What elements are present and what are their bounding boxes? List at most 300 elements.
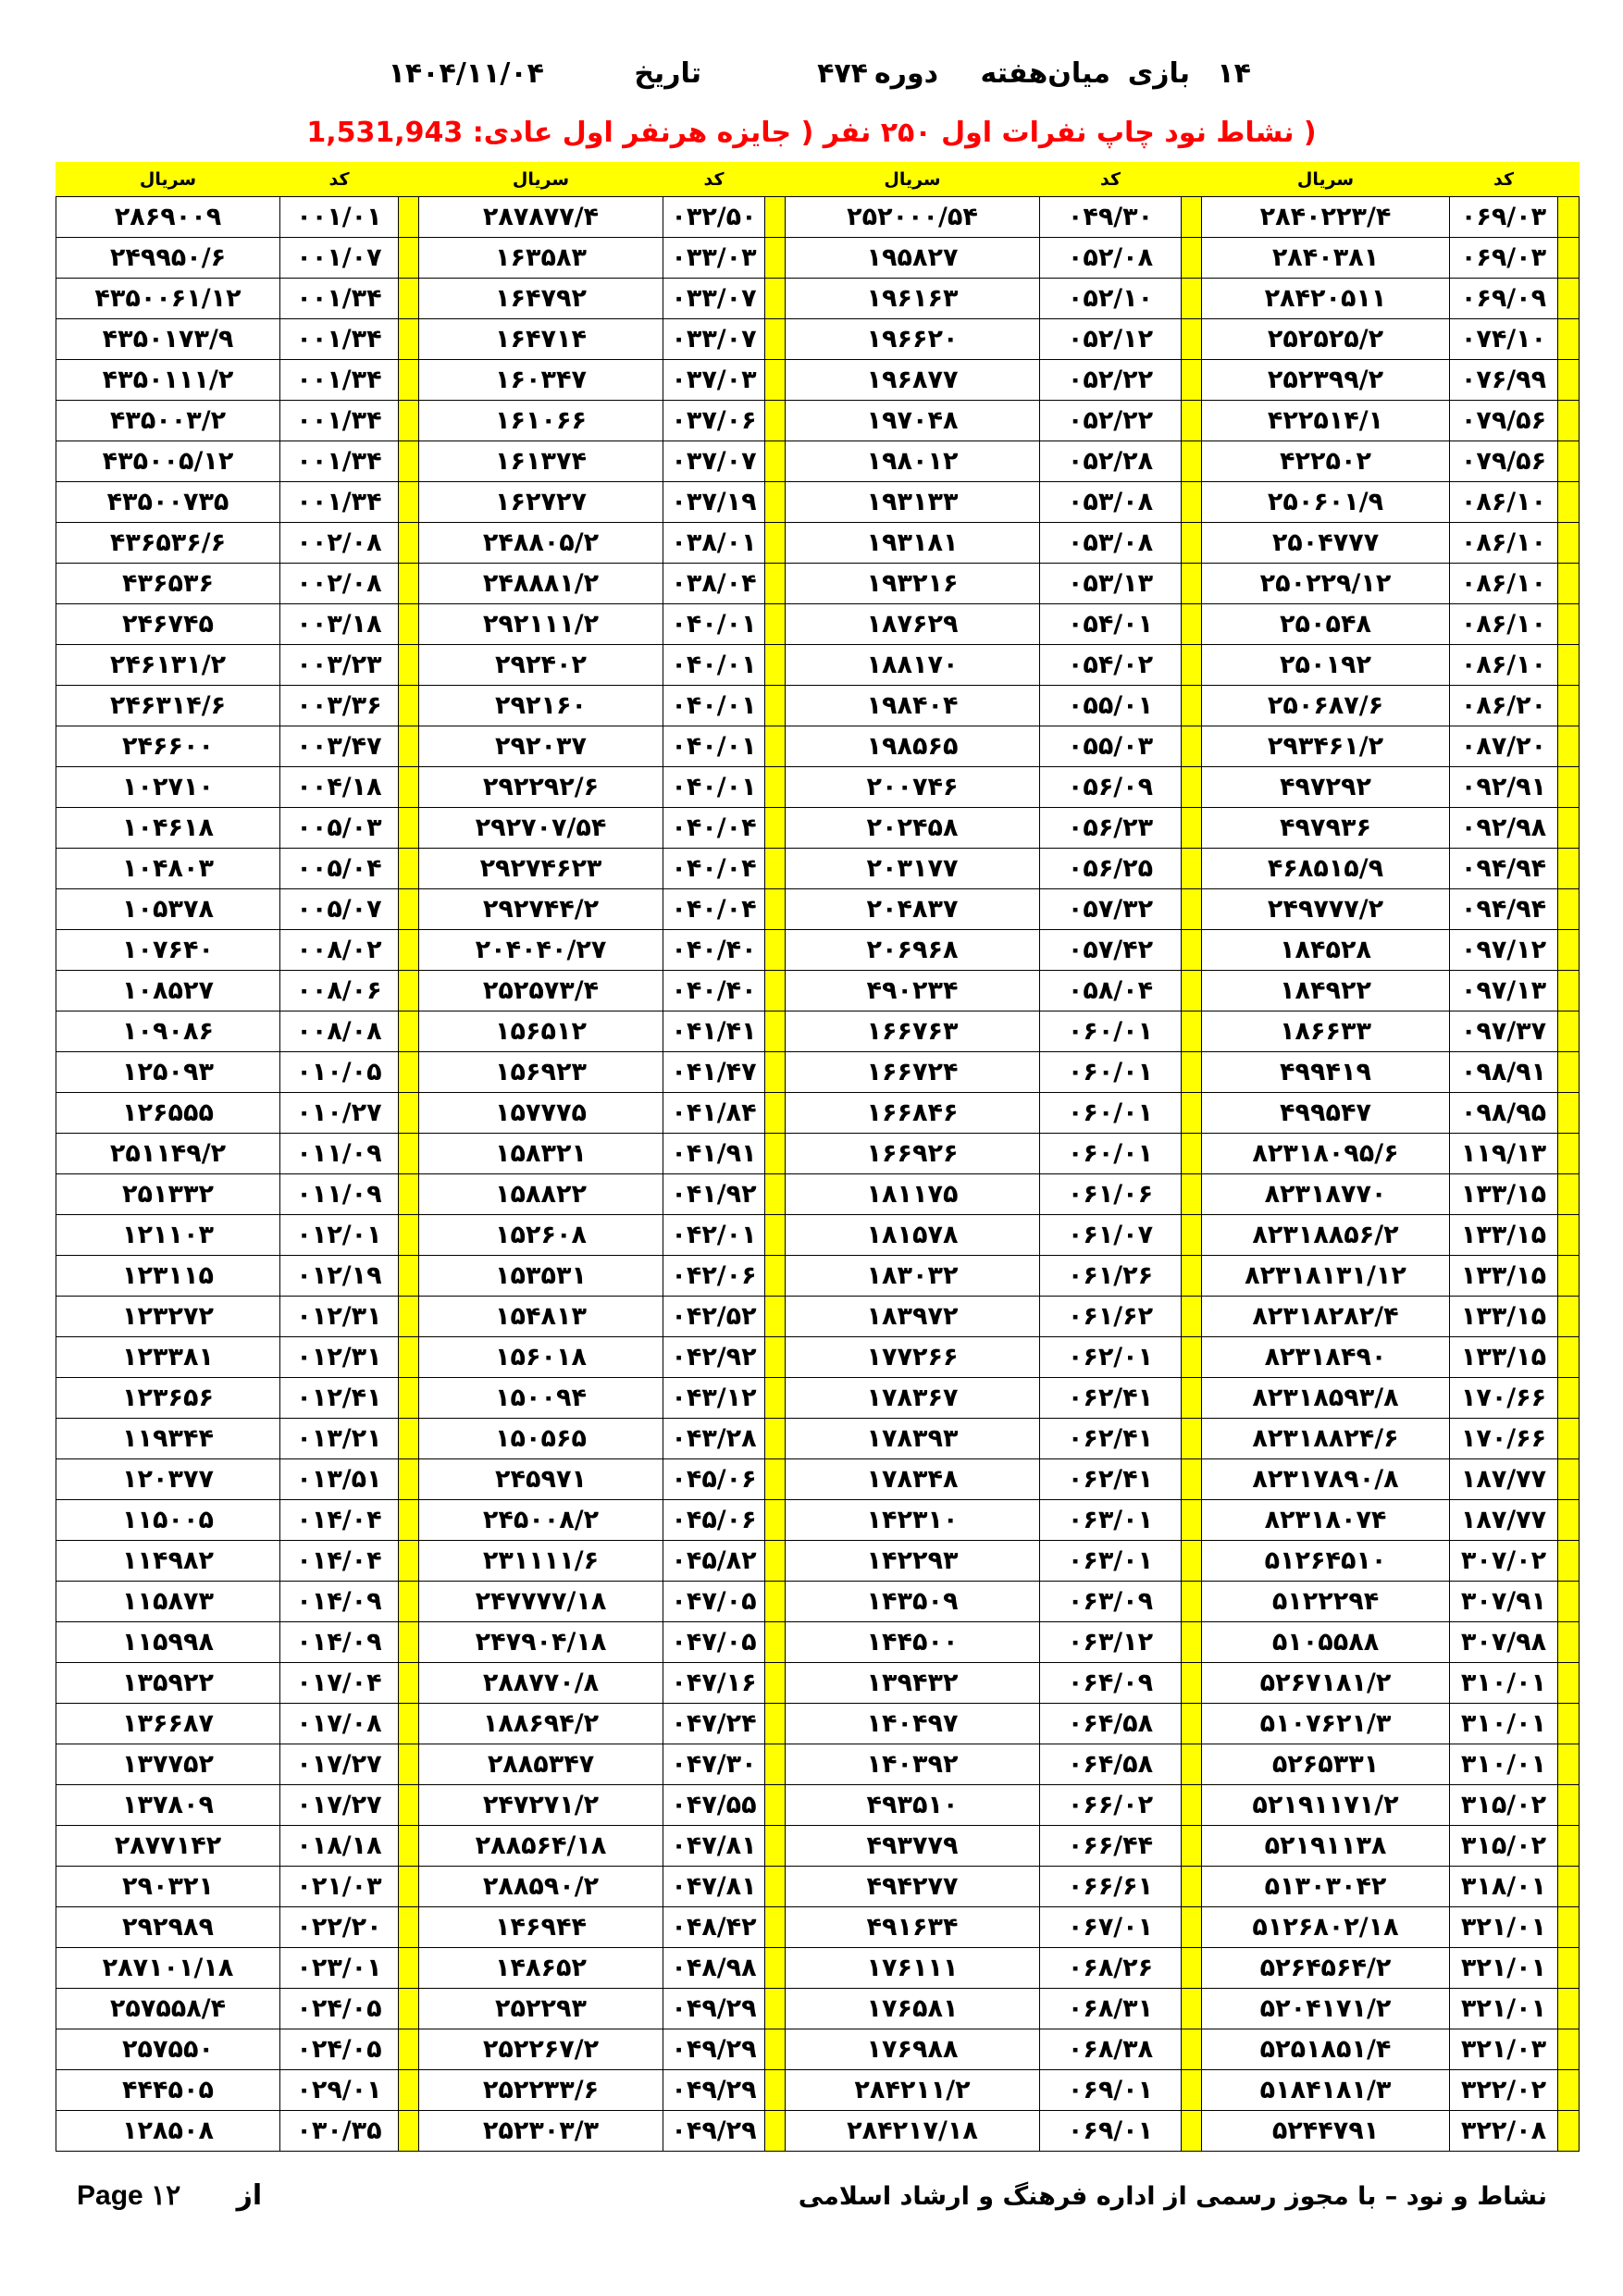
date-value: ۱۴۰۴/۱۱/۰۴ <box>388 57 544 90</box>
code-cell: ۳۲۱/۰۱ <box>1450 1989 1558 2029</box>
serial-cell: ۴۳۵۰۰۷۳۵ <box>56 482 280 523</box>
code-cell: ۰۴۷/۳۰ <box>663 1744 765 1785</box>
code-cell: ۰۱۲/۳۱ <box>280 1337 399 1378</box>
code-cell: ۰۹۴/۹۴ <box>1450 889 1558 930</box>
row-separator <box>1558 1989 1580 2029</box>
serial-cell: ۴۶۸۵۱۵/۹ <box>1202 849 1450 889</box>
serial-cell: ۱۶۱۳۷۴ <box>419 441 663 482</box>
col-header-serial: سریال <box>419 163 663 197</box>
serial-cell: ۲۴۸۸۰۵/۲ <box>419 523 663 564</box>
row-separator <box>1182 2111 1202 2152</box>
serial-cell: ۲۸۷۱۰۱/۱۸ <box>56 1948 280 1989</box>
row-separator <box>765 401 786 441</box>
serial-cell: ۱۸۸۱۷۰ <box>786 645 1040 686</box>
code-cell: ۰۶۳/۱۲ <box>1040 1622 1182 1663</box>
row-separator <box>399 2111 419 2152</box>
serial-cell: ۱۸۶۶۳۳ <box>1202 1011 1450 1052</box>
serial-cell: ۸۲۳۱۸۲۸۲/۴ <box>1202 1297 1450 1337</box>
code-cell: ۰۶۱/۰۷ <box>1040 1215 1182 1256</box>
table-body <box>56 197 1580 2152</box>
row-separator <box>399 1337 419 1378</box>
serial-cell: ۱۲۵۰۹۳ <box>56 1052 280 1093</box>
table-row <box>56 197 1580 238</box>
code-cell: ۰۹۷/۱۲ <box>1450 930 1558 971</box>
code-cell: ۰۱۱/۰۹ <box>280 1174 399 1215</box>
serial-cell: ۵۲۶۷۱۸۱/۲ <box>1202 1663 1450 1704</box>
code-cell: ۰۶۹/۰۱ <box>1040 2070 1182 2111</box>
code-cell: ۰۶۴/۰۹ <box>1040 1663 1182 1704</box>
serial-cell: ۱۶۴۷۱۴ <box>419 319 663 360</box>
serial-cell: ۱۰۴۶۱۸ <box>56 808 280 849</box>
code-cell: ۳۰۷/۹۱ <box>1450 1582 1558 1622</box>
row-separator <box>1558 197 1580 238</box>
code-cell: ۰۴۲/۵۲ <box>663 1297 765 1337</box>
serial-cell: ۸۲۳۱۸۱۳۱/۱۲ <box>1202 1256 1450 1297</box>
serial-cell: ۱۳۹۴۳۲ <box>786 1663 1040 1704</box>
serial-cell: ۲۵۲۲۹۳ <box>419 1989 663 2029</box>
serial-cell: ۱۳۷۸۰۹ <box>56 1785 280 1826</box>
code-cell: ۰۶۲/۰۱ <box>1040 1337 1182 1378</box>
serial-cell: ۴۳۵۰۱۷۳/۹ <box>56 319 280 360</box>
code-cell: ۰۷۹/۵۶ <box>1450 401 1558 441</box>
serial-cell: ۲۵۱۱۴۹/۲ <box>56 1134 280 1174</box>
code-cell: ۰۴۸/۹۸ <box>663 1948 765 1989</box>
row-separator <box>1558 1867 1580 1907</box>
serial-cell: ۲۵۲۵۲۵/۲ <box>1202 319 1450 360</box>
row-separator <box>399 1907 419 1948</box>
table-row <box>56 604 1580 645</box>
row-separator <box>399 1459 419 1500</box>
serial-cell: ۱۰۷۶۴۰ <box>56 930 280 971</box>
row-separator <box>1558 2029 1580 2070</box>
row-separator <box>399 604 419 645</box>
code-cell: ۳۱۰/۰۱ <box>1450 1704 1558 1744</box>
row-separator <box>399 441 419 482</box>
serial-cell: ۸۲۳۱۸۴۹۰ <box>1202 1337 1450 1378</box>
row-separator <box>399 1297 419 1337</box>
row-separator <box>1182 360 1202 401</box>
code-cell: ۰۱۸/۱۸ <box>280 1826 399 1867</box>
code-cell: ۰۰۱/۳۴ <box>280 319 399 360</box>
serial-cell: ۸۲۳۱۷۸۹۰/۸ <box>1202 1459 1450 1500</box>
row-separator <box>1558 1907 1580 1948</box>
code-cell: ۰۶۹/۰۳ <box>1450 238 1558 279</box>
row-separator <box>765 564 786 604</box>
serial-cell: ۱۰۴۸۰۳ <box>56 849 280 889</box>
code-cell: ۰۲۱/۰۳ <box>280 1867 399 1907</box>
table-row <box>56 2111 1580 2152</box>
code-cell: ۱۸۷/۷۷ <box>1450 1500 1558 1541</box>
code-cell: ۰۶۱/۲۶ <box>1040 1256 1182 1297</box>
code-cell: ۰۴۷/۸۱ <box>663 1826 765 1867</box>
code-cell: ۳۰۷/۹۸ <box>1450 1622 1558 1663</box>
row-separator <box>1182 1011 1202 1052</box>
serial-cell: ۸۲۳۱۸۰۷۴ <box>1202 1500 1450 1541</box>
code-cell: ۰۵۳/۰۸ <box>1040 482 1182 523</box>
row-separator <box>765 197 786 238</box>
row-separator <box>765 1459 786 1500</box>
serial-cell: ۲۹۲۷۴۴/۲ <box>419 889 663 930</box>
code-cell: ۰۴۵/۰۶ <box>663 1500 765 1541</box>
serial-cell: ۲۰۳۱۷۷ <box>786 849 1040 889</box>
row-separator <box>1182 319 1202 360</box>
serial-cell: ۴۹۳۵۱۰ <box>786 1785 1040 1826</box>
serial-cell: ۲۵۷۵۵۰ <box>56 2029 280 2070</box>
code-cell: ۰۰۱/۰۱ <box>280 197 399 238</box>
table-row <box>56 971 1580 1011</box>
serial-cell: ۲۸۸۵۹۰/۲ <box>419 1867 663 1907</box>
serial-cell: ۱۵۶۹۲۳ <box>419 1052 663 1093</box>
code-cell: ۰۴۳/۲۸ <box>663 1419 765 1459</box>
code-cell: ۰۴۰/۰۴ <box>663 808 765 849</box>
serial-cell: ۱۹۶۶۲۰ <box>786 319 1040 360</box>
table-row <box>56 1744 1580 1785</box>
serial-cell: ۱۴۲۲۹۳ <box>786 1541 1040 1582</box>
serial-cell: ۴۴۴۵۰۵ <box>56 2070 280 2111</box>
code-cell: ۰۶۲/۴۱ <box>1040 1459 1182 1500</box>
row-separator <box>1558 1337 1580 1378</box>
code-cell: ۰۵۲/۰۸ <box>1040 238 1182 279</box>
row-separator <box>399 197 419 238</box>
code-cell: ۰۰۵/۰۷ <box>280 889 399 930</box>
code-cell: ۳۲۱/۰۳ <box>1450 2029 1558 2070</box>
serial-cell: ۴۲۲۵۰۲ <box>1202 441 1450 482</box>
code-cell: ۰۹۸/۹۱ <box>1450 1052 1558 1093</box>
serial-cell: ۱۲۸۵۰۸ <box>56 2111 280 2152</box>
serial-cell: ۱۷۷۲۶۶ <box>786 1337 1040 1378</box>
serial-cell: ۵۱۲۶۸۰۲/۱۸ <box>1202 1907 1450 1948</box>
code-cell: ۰۵۲/۲۲ <box>1040 360 1182 401</box>
row-separator <box>399 645 419 686</box>
serial-cell: ۵۲۶۴۵۶۴/۲ <box>1202 1948 1450 1989</box>
serial-cell: ۴۳۵۰۰۵/۱۲ <box>56 441 280 482</box>
row-separator <box>765 1948 786 1989</box>
serial-cell: ۱۸۱۱۷۵ <box>786 1174 1040 1215</box>
row-separator <box>1182 971 1202 1011</box>
serial-cell: ۲۸۸۵۶۴/۱۸ <box>419 1826 663 1867</box>
table-row <box>56 319 1580 360</box>
col-header-code: کد <box>1040 163 1182 197</box>
row-separator <box>399 686 419 726</box>
row-separator <box>1182 686 1202 726</box>
table-row <box>56 1337 1580 1378</box>
code-cell: ۳۲۲/۰۲ <box>1450 2070 1558 2111</box>
row-separator <box>1182 1744 1202 1785</box>
serial-cell: ۱۹۶۱۶۳ <box>786 279 1040 319</box>
serial-cell: ۱۷۶۹۸۸ <box>786 2029 1040 2070</box>
serial-cell: ۸۲۳۱۸۸۵۶/۲ <box>1202 1215 1450 1256</box>
serial-cell: ۱۲۳۲۷۲ <box>56 1297 280 1337</box>
row-separator <box>1558 1256 1580 1297</box>
row-separator <box>1558 1541 1580 1582</box>
code-cell: ۰۵۲/۲۲ <box>1040 401 1182 441</box>
serial-cell: ۲۸۸۷۷۰/۸ <box>419 1663 663 1704</box>
table-row <box>56 564 1580 604</box>
serial-cell: ۱۲۰۳۷۷ <box>56 1459 280 1500</box>
serial-cell: ۱۸۱۵۷۸ <box>786 1215 1040 1256</box>
row-separator <box>1182 1989 1202 2029</box>
row-separator <box>765 1419 786 1459</box>
row-separator <box>1558 889 1580 930</box>
serial-cell: ۲۸۶۹۰۰۹ <box>56 197 280 238</box>
code-cell: ۰۶۷/۰۱ <box>1040 1907 1182 1948</box>
serial-cell: ۲۸۷۸۷۷/۴ <box>419 197 663 238</box>
code-cell: ۰۱۳/۵۱ <box>280 1459 399 1500</box>
table-row <box>56 482 1580 523</box>
row-separator <box>399 564 419 604</box>
row-separator <box>399 401 419 441</box>
row-separator <box>1558 1174 1580 1215</box>
serial-cell: ۱۲۳۱۱۵ <box>56 1256 280 1297</box>
serial-cell: ۲۹۲۹۸۹ <box>56 1907 280 1948</box>
code-cell: ۰۶۸/۲۶ <box>1040 1948 1182 1989</box>
row-separator <box>1182 1419 1202 1459</box>
row-separator <box>1558 1948 1580 1989</box>
row-separator <box>1182 2029 1202 2070</box>
row-separator <box>765 1337 786 1378</box>
serial-cell: ۲۸۸۵۳۴۷ <box>419 1744 663 1785</box>
serial-cell: ۱۱۹۳۴۴ <box>56 1419 280 1459</box>
code-cell: ۰۰۲/۰۸ <box>280 523 399 564</box>
row-separator <box>765 238 786 279</box>
code-cell: ۰۵۵/۰۳ <box>1040 726 1182 767</box>
code-cell: ۰۸۶/۱۰ <box>1450 604 1558 645</box>
serial-cell: ۲۹۲۷۴۶۲۳ <box>419 849 663 889</box>
serial-cell: ۲۸۴۲۱۱/۲ <box>786 2070 1040 2111</box>
row-separator <box>1558 1297 1580 1337</box>
row-separator <box>1558 238 1580 279</box>
serial-cell: ۱۷۶۵۸۱ <box>786 1989 1040 2029</box>
serial-cell: ۱۰۸۵۲۷ <box>56 971 280 1011</box>
table-row <box>56 441 1580 482</box>
code-cell: ۰۰۸/۰۶ <box>280 971 399 1011</box>
serial-cell: ۸۲۳۱۸۵۹۳/۸ <box>1202 1378 1450 1419</box>
row-separator <box>1558 1215 1580 1256</box>
serial-cell: ۲۴۹۹۵۰/۶ <box>56 238 280 279</box>
code-cell: ۰۵۲/۱۲ <box>1040 319 1182 360</box>
row-separator <box>1558 482 1580 523</box>
serial-cell: ۴۹۷۹۳۶ <box>1202 808 1450 849</box>
row-separator <box>399 1785 419 1826</box>
code-cell: ۳۱۵/۰۲ <box>1450 1785 1558 1826</box>
row-separator <box>399 1622 419 1663</box>
row-separator <box>399 238 419 279</box>
row-separator <box>765 1663 786 1704</box>
code-cell: ۰۸۷/۲۰ <box>1450 726 1558 767</box>
table-row <box>56 1256 1580 1297</box>
code-cell: ۰۳۷/۰۳ <box>663 360 765 401</box>
code-cell: ۰۰۲/۰۸ <box>280 564 399 604</box>
row-separator <box>1558 808 1580 849</box>
code-cell: ۳۲۱/۰۱ <box>1450 1948 1558 1989</box>
code-cell: ۰۱۴/۰۴ <box>280 1500 399 1541</box>
col-header-serial: سریال <box>56 163 280 197</box>
serial-cell: ۲۵۰۱۹۲ <box>1202 645 1450 686</box>
row-separator <box>1182 523 1202 564</box>
serial-cell: ۵۲۴۴۷۹۱ <box>1202 2111 1450 2152</box>
code-cell: ۰۴۲/۰۶ <box>663 1256 765 1297</box>
code-cell: ۰۳۰/۳۵ <box>280 2111 399 2152</box>
code-cell: ۰۰۱/۳۴ <box>280 482 399 523</box>
row-separator <box>399 808 419 849</box>
code-cell: ۰۳۲/۵۰ <box>663 197 765 238</box>
serial-cell: ۴۹۱۶۳۴ <box>786 1907 1040 1948</box>
serial-cell: ۲۸۴۰۳۸۱ <box>1202 238 1450 279</box>
serial-cell: ۱۵۰۵۶۵ <box>419 1419 663 1459</box>
serial-cell: ۲۴۶۱۳۱/۲ <box>56 645 280 686</box>
code-cell: ۱۳۳/۱۵ <box>1450 1256 1558 1297</box>
row-separator <box>399 1500 419 1541</box>
row-separator <box>399 1663 419 1704</box>
serial-cell: ۱۸۳۰۳۲ <box>786 1256 1040 1297</box>
code-cell: ۰۵۳/۱۳ <box>1040 564 1182 604</box>
row-separator <box>765 1215 786 1256</box>
row-separator <box>765 686 786 726</box>
row-separator <box>399 1541 419 1582</box>
serial-cell: ۵۱۰۷۶۲۱/۳ <box>1202 1704 1450 1744</box>
serial-cell: ۱۱۵۸۷۳ <box>56 1582 280 1622</box>
serial-cell: ۱۸۴۹۲۲ <box>1202 971 1450 1011</box>
table-row <box>56 1215 1580 1256</box>
serial-cell: ۱۶۴۷۹۲ <box>419 279 663 319</box>
code-cell: ۰۴۳/۱۲ <box>663 1378 765 1419</box>
table-row <box>56 849 1580 889</box>
row-separator <box>765 1785 786 1826</box>
code-cell: ۰۱۲/۳۱ <box>280 1297 399 1337</box>
row-separator <box>1558 1011 1580 1052</box>
code-cell: ۱۳۳/۱۵ <box>1450 1337 1558 1378</box>
serial-cell: ۱۰۵۳۷۸ <box>56 889 280 930</box>
code-cell: ۰۶۶/۴۴ <box>1040 1826 1182 1867</box>
row-separator <box>1182 645 1202 686</box>
row-separator <box>1558 1622 1580 1663</box>
code-cell: ۰۶۸/۳۸ <box>1040 2029 1182 2070</box>
row-separator <box>765 1907 786 1948</box>
row-separator <box>399 1011 419 1052</box>
row-separator <box>765 2029 786 2070</box>
code-cell: ۰۶۶/۰۲ <box>1040 1785 1182 1826</box>
serial-cell: ۵۲۱۹۱۱۷۱/۲ <box>1202 1785 1450 1826</box>
code-cell: ۰۰۵/۰۴ <box>280 849 399 889</box>
serial-cell: ۴۹۹۵۴۷ <box>1202 1093 1450 1134</box>
code-cell: ۰۵۴/۰۱ <box>1040 604 1182 645</box>
code-cell: ۰۵۳/۰۸ <box>1040 523 1182 564</box>
serial-cell: ۱۳۷۷۵۲ <box>56 1744 280 1785</box>
table-row <box>56 1989 1580 2029</box>
row-separator <box>765 889 786 930</box>
code-cell: ۰۴۷/۵۵ <box>663 1785 765 1826</box>
code-cell: ۰۴۱/۴۷ <box>663 1052 765 1093</box>
serial-cell: ۲۴۶۷۴۵ <box>56 604 280 645</box>
serial-cell: ۱۵۳۵۳۱ <box>419 1256 663 1297</box>
code-cell: ۳۱۸/۰۱ <box>1450 1867 1558 1907</box>
code-cell: ۰۱۴/۰۹ <box>280 1622 399 1663</box>
serial-cell: ۴۹۹۴۱۹ <box>1202 1052 1450 1093</box>
row-separator <box>399 482 419 523</box>
table-row <box>56 767 1580 808</box>
row-separator <box>1182 767 1202 808</box>
table-row <box>56 889 1580 930</box>
row-separator <box>765 767 786 808</box>
serial-cell: ۵۱۲۶۴۵۱۰ <box>1202 1541 1450 1582</box>
serial-cell: ۴۳۵۰۱۱۱/۲ <box>56 360 280 401</box>
code-cell: ۰۴۲/۹۲ <box>663 1337 765 1378</box>
code-cell: ۰۴۹/۳۰ <box>1040 197 1182 238</box>
serial-cell: ۲۹۳۴۶۱/۲ <box>1202 726 1450 767</box>
row-separator <box>1182 1541 1202 1582</box>
game-label: بازی <box>1127 57 1190 90</box>
code-cell: ۰۴۷/۱۶ <box>663 1663 765 1704</box>
code-cell: ۰۲۳/۰۱ <box>280 1948 399 1989</box>
serial-cell: ۲۴۵۹۷۱ <box>419 1459 663 1500</box>
code-cell: ۰۵۶/۲۵ <box>1040 849 1182 889</box>
code-cell: ۰۴۵/۰۶ <box>663 1459 765 1500</box>
row-separator <box>399 1989 419 2029</box>
code-cell: ۰۴۵/۸۲ <box>663 1541 765 1582</box>
code-cell: ۳۰۷/۰۲ <box>1450 1541 1558 1582</box>
serial-cell: ۱۴۰۴۹۷ <box>786 1704 1040 1744</box>
code-cell: ۳۱۰/۰۱ <box>1450 1744 1558 1785</box>
row-separator <box>1182 1867 1202 1907</box>
serial-cell: ۲۴۷۷۷۷/۱۸ <box>419 1582 663 1622</box>
row-separator <box>1182 849 1202 889</box>
serial-cell: ۱۷۶۱۱۱ <box>786 1948 1040 1989</box>
serial-cell: ۱۱۵۰۰۵ <box>56 1500 280 1541</box>
row-separator <box>399 1256 419 1297</box>
row-separator <box>1558 1704 1580 1744</box>
code-cell: ۰۴۰/۴۰ <box>663 930 765 971</box>
serial-cell: ۲۵۲۳۰۳/۳ <box>419 2111 663 2152</box>
row-separator <box>765 1500 786 1541</box>
table-row <box>56 930 1580 971</box>
row-separator <box>1558 1744 1580 1785</box>
code-cell: ۰۰۴/۱۸ <box>280 767 399 808</box>
game-type: میان‌هفته <box>980 57 1110 90</box>
code-cell: ۰۶۳/۰۱ <box>1040 1500 1182 1541</box>
row-separator <box>765 523 786 564</box>
serial-cell: ۲۴۶۳۱۴/۶ <box>56 686 280 726</box>
serial-cell: ۱۰۹۰۸۶ <box>56 1011 280 1052</box>
code-cell: ۰۱۴/۰۹ <box>280 1582 399 1622</box>
code-cell: ۰۰۱/۳۴ <box>280 401 399 441</box>
table-row <box>56 1297 1580 1337</box>
table-row <box>56 1134 1580 1174</box>
row-separator <box>1182 1907 1202 1948</box>
row-separator <box>399 1704 419 1744</box>
serial-cell: ۱۷۸۳۹۳ <box>786 1419 1040 1459</box>
code-cell: ۰۴۰/۰۱ <box>663 767 765 808</box>
serial-cell: ۲۹۲۱۶۰ <box>419 686 663 726</box>
table-row <box>56 279 1580 319</box>
row-separator <box>1558 1134 1580 1174</box>
row-separator <box>765 2111 786 2152</box>
code-cell: ۰۴۰/۰۱ <box>663 686 765 726</box>
row-separator <box>399 2029 419 2070</box>
code-cell: ۰۶۲/۴۱ <box>1040 1378 1182 1419</box>
code-cell: ۰۰۳/۲۳ <box>280 645 399 686</box>
serial-cell: ۲۰۴۰۴۰/۲۷ <box>419 930 663 971</box>
row-separator <box>1558 1378 1580 1419</box>
table-row <box>56 1867 1580 1907</box>
serial-cell: ۱۹۵۸۲۷ <box>786 238 1040 279</box>
serial-cell: ۲۹۲۴۰۲ <box>419 645 663 686</box>
row-separator <box>1182 808 1202 849</box>
serial-cell: ۵۲۵۱۸۵۱/۴ <box>1202 2029 1450 2070</box>
code-cell: ۰۹۲/۹۱ <box>1450 767 1558 808</box>
winners-subtitle: ( نشاط نود چاپ نفرات اول ۲۵۰ نفر ( جایزه هرنفر اول عادی: 1,531,943 <box>306 117 1317 149</box>
row-separator <box>765 808 786 849</box>
table-row <box>56 238 1580 279</box>
